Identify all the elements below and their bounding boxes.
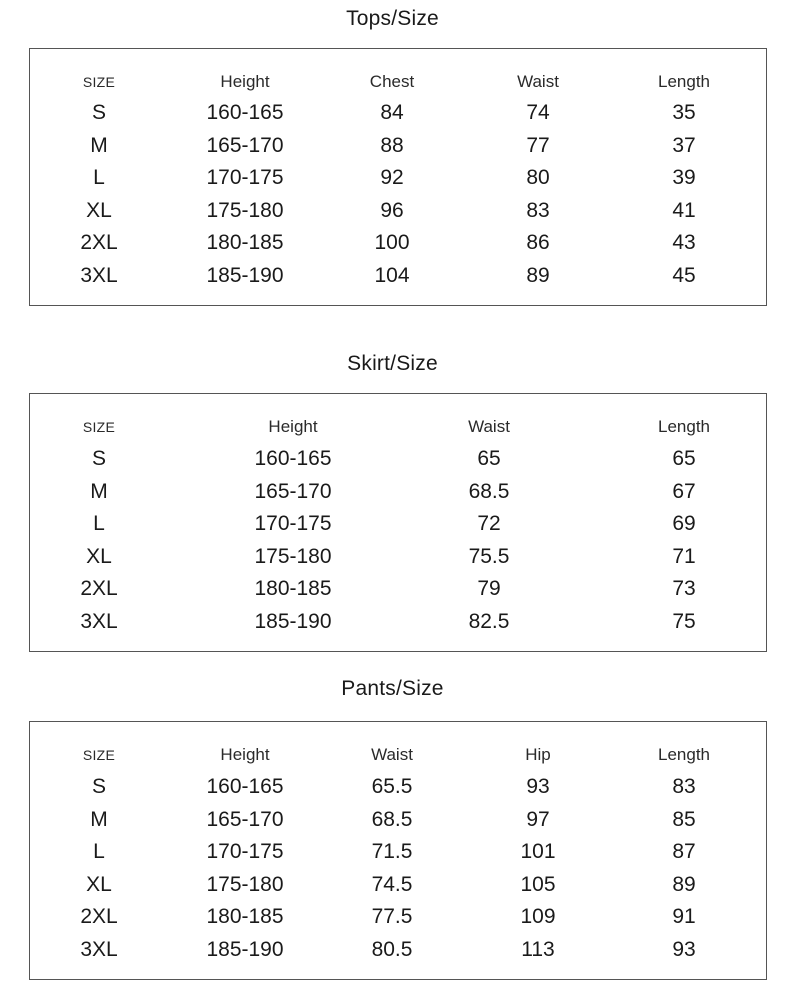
pants-cell-waist: 77.5 — [371, 905, 413, 928]
tops-header-length: Length — [658, 72, 710, 91]
skirt-cell-length: 67 — [672, 480, 696, 503]
tops-header-chest: Chest — [369, 72, 415, 91]
skirt-size-table — [29, 393, 767, 652]
skirt-header-length: Length — [658, 417, 710, 436]
pants-header-height: Height — [220, 745, 270, 764]
tops-cell-size: XL — [86, 199, 112, 222]
skirt-title: Skirt/Size — [347, 352, 438, 375]
pants-cell-size: 3XL — [80, 938, 118, 961]
pants-cell-size: 2XL — [80, 905, 118, 928]
tops-cell-height: 165-170 — [206, 134, 284, 157]
tops-cell-height: 185-190 — [206, 264, 284, 287]
pants-cell-height: 175-180 — [206, 873, 284, 896]
skirt-cell-size: L — [93, 512, 105, 535]
tops-cell-length: 41 — [672, 199, 696, 222]
pants-header-waist: Waist — [371, 745, 413, 764]
skirt-cell-size: S — [91, 447, 107, 470]
tops-cell-length: 39 — [672, 166, 696, 189]
skirt-cell-height: 180-185 — [254, 577, 332, 600]
tops-cell-length: 37 — [672, 134, 696, 157]
skirt-cell-length: 71 — [672, 545, 696, 568]
tops-cell-chest: 104 — [374, 264, 410, 287]
tops-cell-waist: 83 — [526, 199, 550, 222]
skirt-cell-waist: 72 — [477, 512, 501, 535]
skirt-header-size: SIZE — [82, 419, 116, 435]
tops-header-size: SIZE — [82, 74, 116, 90]
tops-header-height: Height — [220, 72, 270, 91]
tops-header-waist: Waist — [517, 72, 559, 91]
tops-cell-length: 35 — [672, 101, 696, 124]
pants-cell-waist: 68.5 — [371, 808, 413, 831]
skirt-cell-height: 160-165 — [254, 447, 332, 470]
pants-cell-length: 89 — [672, 873, 696, 896]
skirt-header-height: Height — [268, 417, 318, 436]
pants-cell-height: 165-170 — [206, 808, 284, 831]
tops-cell-size: L — [93, 166, 105, 189]
skirt-cell-length: 73 — [672, 577, 696, 600]
skirt-cell-waist: 82.5 — [468, 610, 510, 633]
pants-cell-length: 85 — [672, 808, 696, 831]
skirt-cell-height: 170-175 — [254, 512, 332, 535]
pants-cell-waist: 74.5 — [371, 873, 413, 896]
pants-cell-waist: 80.5 — [371, 938, 413, 961]
pants-cell-height: 160-165 — [206, 775, 284, 798]
pants-cell-length: 83 — [672, 775, 696, 798]
skirt-cell-height: 175-180 — [254, 545, 332, 568]
tops-cell-chest: 88 — [380, 134, 404, 157]
tops-cell-waist: 80 — [526, 166, 550, 189]
pants-header-size: SIZE — [82, 747, 116, 763]
pants-cell-height: 180-185 — [206, 905, 284, 928]
tops-cell-waist: 86 — [526, 231, 550, 254]
tops-cell-chest: 92 — [380, 166, 404, 189]
pants-cell-length: 91 — [672, 905, 696, 928]
skirt-cell-height: 185-190 — [254, 610, 332, 633]
tops-cell-waist: 89 — [526, 264, 550, 287]
skirt-cell-size: XL — [86, 545, 112, 568]
skirt-cell-length: 69 — [672, 512, 696, 535]
tops-cell-size: S — [91, 101, 107, 124]
pants-cell-height: 170-175 — [206, 840, 284, 863]
pants-header-length: Length — [658, 745, 710, 764]
skirt-cell-waist: 65 — [477, 447, 501, 470]
skirt-cell-size: 2XL — [80, 577, 118, 600]
tops-cell-size: M — [90, 134, 108, 157]
tops-cell-height: 160-165 — [206, 101, 284, 124]
tops-cell-length: 45 — [672, 264, 696, 287]
skirt-cell-size: 3XL — [80, 610, 118, 633]
pants-cell-hip: 105 — [520, 873, 556, 896]
tops-cell-chest: 84 — [380, 101, 404, 124]
pants-cell-hip: 109 — [520, 905, 556, 928]
tops-cell-size: 3XL — [80, 264, 118, 287]
pants-cell-size: S — [91, 775, 107, 798]
skirt-cell-waist: 68.5 — [468, 480, 510, 503]
tops-cell-chest: 100 — [374, 231, 410, 254]
pants-title: Pants/Size — [341, 677, 444, 700]
pants-cell-waist: 65.5 — [371, 775, 413, 798]
pants-cell-height: 185-190 — [206, 938, 284, 961]
tops-cell-height: 180-185 — [206, 231, 284, 254]
tops-cell-chest: 96 — [380, 199, 404, 222]
pants-header-hip: Hip — [525, 745, 551, 764]
skirt-cell-height: 165-170 — [254, 480, 332, 503]
tops-title: Tops/Size — [346, 7, 439, 30]
skirt-cell-waist: 75.5 — [468, 545, 510, 568]
tops-cell-waist: 77 — [526, 134, 550, 157]
pants-cell-hip: 101 — [520, 840, 556, 863]
pants-cell-waist: 71.5 — [371, 840, 413, 863]
pants-cell-hip: 97 — [526, 808, 550, 831]
pants-cell-length: 93 — [672, 938, 696, 961]
pants-cell-hip: 93 — [526, 775, 550, 798]
tops-cell-waist: 74 — [526, 101, 550, 124]
tops-cell-size: 2XL — [80, 231, 118, 254]
pants-cell-size: M — [90, 808, 108, 831]
skirt-cell-length: 75 — [672, 610, 696, 633]
pants-cell-hip: 113 — [521, 938, 555, 961]
tops-cell-height: 170-175 — [206, 166, 284, 189]
pants-cell-size: L — [93, 840, 105, 863]
pants-cell-length: 87 — [672, 840, 696, 863]
tops-cell-height: 175-180 — [206, 199, 284, 222]
tops-cell-length: 43 — [672, 231, 696, 254]
skirt-cell-length: 65 — [672, 447, 696, 470]
skirt-header-waist: Waist — [468, 417, 510, 436]
skirt-cell-size: M — [90, 480, 108, 503]
pants-cell-size: XL — [86, 873, 112, 896]
skirt-cell-waist: 79 — [477, 577, 501, 600]
